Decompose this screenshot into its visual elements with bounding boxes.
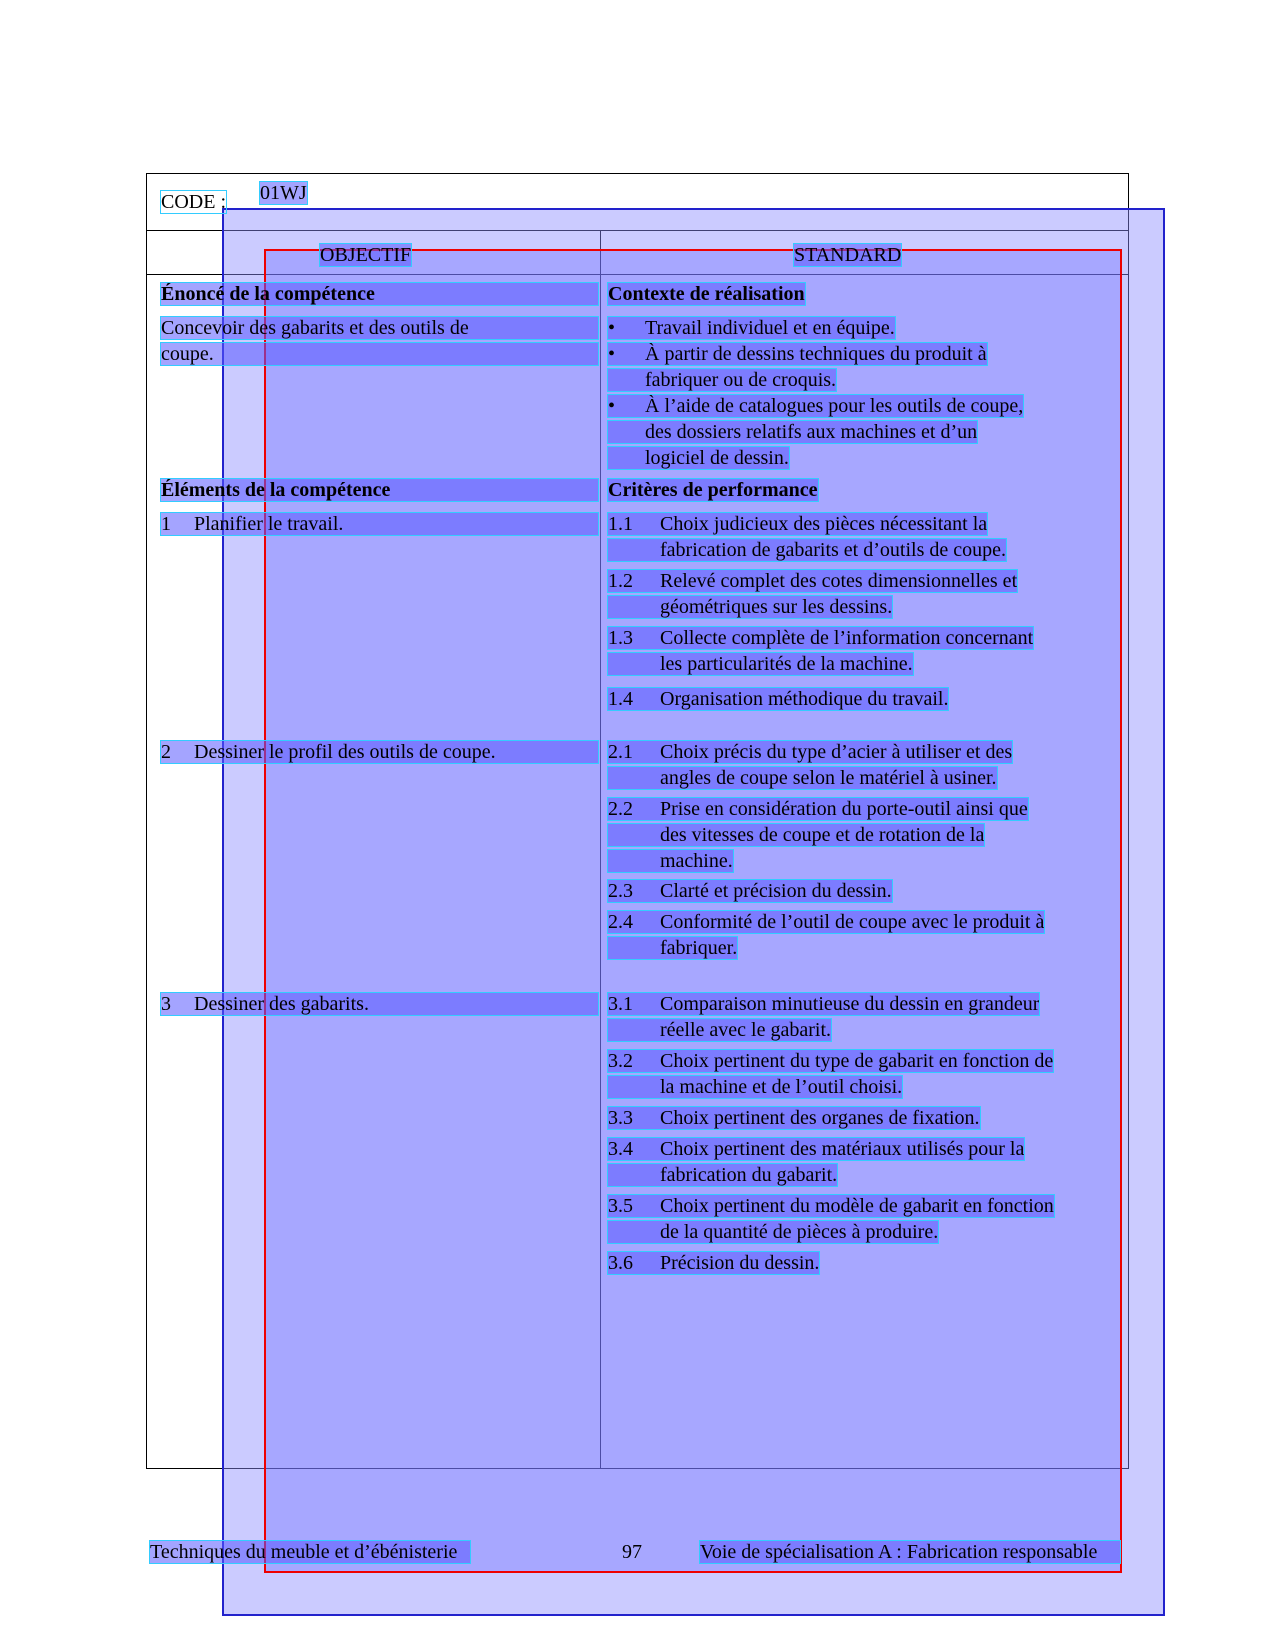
critere-text: Conformité de l’outil de coupe avec le produit à <box>660 911 1045 933</box>
element-text: Planifier le travail. <box>194 513 344 535</box>
contexte-item-text: À l’aide de catalogues pour les outils de coupe, <box>645 395 1024 417</box>
bullet-icon: • <box>608 395 616 417</box>
critere-number: 3.6 <box>608 1252 633 1274</box>
contexte-item-text: Travail individuel et en équipe. <box>645 317 895 339</box>
contexte-item-continuation: des dossiers relatifs aux machines et d’un <box>608 421 977 443</box>
footer-left: Techniques du meuble et d’ébénisterie <box>150 1541 470 1563</box>
critere-text: Relevé complet des cotes dimensionnelles et <box>660 570 1018 592</box>
critere-text: Collecte complète de l’information concernant <box>660 627 1034 649</box>
critere-text: Choix pertinent du modèle de gabarit en fonction <box>660 1195 1054 1217</box>
element-item <box>161 993 598 1015</box>
element-item <box>161 741 598 763</box>
code-value: 01WJ <box>260 182 307 204</box>
critere-number: 3.2 <box>608 1050 633 1072</box>
element-number: 2 <box>161 741 171 763</box>
footer-page-number: 97 <box>622 1541 642 1563</box>
critere-item <box>608 911 1044 933</box>
element-text: Dessiner des gabarits. <box>194 993 369 1015</box>
critere-text: Choix pertinent du type de gabarit en fonction de <box>660 1050 1054 1072</box>
critere-item <box>608 993 1039 1015</box>
critere-item <box>608 798 1028 820</box>
critere-continuation: fabrication de gabarits et d’outils de coupe. <box>608 539 1006 561</box>
critere-item <box>608 688 948 710</box>
critere-continuation: réelle avec le gabarit. <box>608 1019 831 1041</box>
critere-number: 1.1 <box>608 513 633 535</box>
critere-item <box>608 880 892 902</box>
contexte-item-continuation: logiciel de dessin. <box>608 447 789 469</box>
critere-text: Organisation méthodique du travail. <box>660 688 949 710</box>
critere-item <box>608 513 987 535</box>
critere-item <box>608 1252 819 1274</box>
element-item <box>161 513 598 535</box>
critere-continuation: fabrication du gabarit. <box>608 1164 837 1186</box>
critere-number: 2.4 <box>608 911 633 933</box>
bullet-icon: • <box>608 343 616 365</box>
enonce-line-2: coupe. <box>161 343 598 365</box>
element-number: 3 <box>161 993 171 1015</box>
critere-number: 3.1 <box>608 993 633 1015</box>
critere-text: Clarté et précision du dessin. <box>660 880 892 902</box>
critere-item <box>608 741 1012 763</box>
contexte-item-text: À partir de dessins techniques du produit à <box>645 343 987 365</box>
critere-text: Choix pertinent des matériaux utilisés pour la <box>660 1138 1025 1160</box>
element-text: Dessiner le profil des outils de coupe. <box>194 741 496 763</box>
critere-text: Comparaison minutieuse du dessin en grandeur <box>660 993 1040 1015</box>
critere-item <box>608 1107 980 1129</box>
critere-number: 2.3 <box>608 880 633 902</box>
critere-continuation: angles de coupe selon le matériel à usiner. <box>608 767 997 789</box>
critere-item <box>608 1138 1024 1160</box>
critere-item <box>608 627 1033 649</box>
critere-text: Choix pertinent des organes de fixation. <box>660 1107 980 1129</box>
critere-number: 1.3 <box>608 627 633 649</box>
critere-number: 3.4 <box>608 1138 633 1160</box>
critere-continuation: géométriques sur les dessins. <box>608 596 892 618</box>
critere-number: 1.2 <box>608 570 633 592</box>
critere-number: 3.3 <box>608 1107 633 1129</box>
code-label: CODE : <box>161 191 226 213</box>
critere-item <box>608 1195 1054 1217</box>
critere-number: 1.4 <box>608 688 633 710</box>
critere-number: 2.2 <box>608 798 633 820</box>
footer-right: Voie de spécialisation A : Fabrication responsable <box>700 1541 1120 1563</box>
enonce-line-1: Concevoir des gabarits et des outils de <box>161 317 598 339</box>
critere-item <box>608 570 1017 592</box>
contexte-item-continuation: fabriquer ou de croquis. <box>608 369 836 391</box>
contexte-item <box>608 317 895 339</box>
contexte-heading: Contexte de réalisation <box>608 283 805 305</box>
elements-heading: Éléments de la compétence <box>161 479 598 501</box>
critere-continuation: les particularités de la machine. <box>608 653 913 675</box>
element-number: 1 <box>161 513 171 535</box>
critere-continuation: fabriquer. <box>608 937 737 959</box>
critere-text: Prise en considération du porte-outil ainsi que <box>660 798 1028 820</box>
critere-continuation: des vitesses de coupe et de rotation de la <box>608 824 984 846</box>
criteres-heading: Critères de performance <box>608 479 818 501</box>
critere-continuation: machine. <box>608 850 733 872</box>
column-header-objectif: OBJECTIF <box>320 244 412 266</box>
enonce-heading: Énoncé de la compétence <box>161 283 598 305</box>
critere-continuation: de la quantité de pièces à produire. <box>608 1221 938 1243</box>
critere-text: Choix précis du type d’acier à utiliser et des <box>660 741 1013 763</box>
contexte-item <box>608 343 987 365</box>
critere-number: 3.5 <box>608 1195 633 1217</box>
critere-continuation: la machine et de l’outil choisi. <box>608 1076 902 1098</box>
column-header-standard: STANDARD <box>794 244 902 266</box>
critere-text: Choix judicieux des pièces nécessitant la <box>660 513 988 535</box>
critere-number: 2.1 <box>608 741 633 763</box>
bullet-icon: • <box>608 317 616 339</box>
critere-item <box>608 1050 1053 1072</box>
contexte-item <box>608 395 1023 417</box>
critere-text: Précision du dessin. <box>660 1252 820 1274</box>
